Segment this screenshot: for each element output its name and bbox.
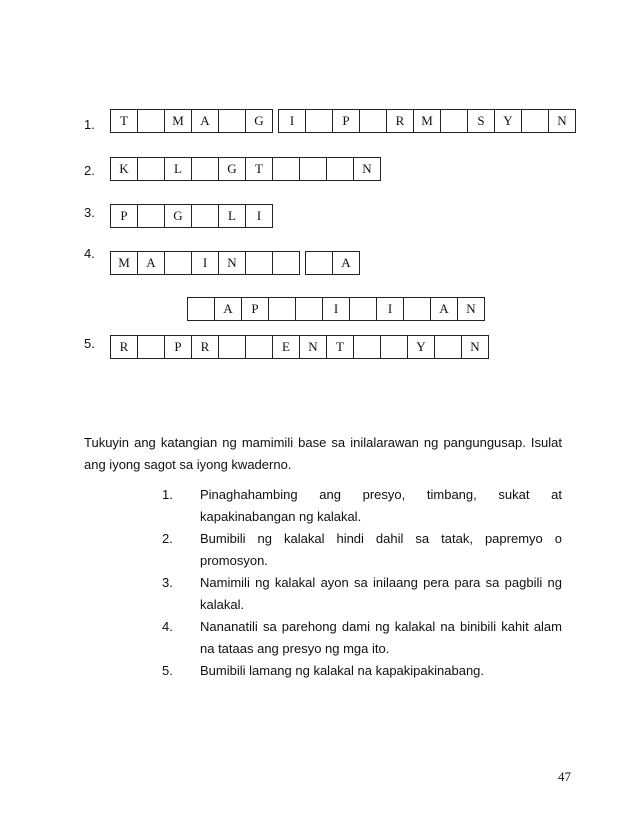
letter-cell: I [191,251,219,275]
letter-cell [440,109,468,133]
row-number-1: 1. [84,117,95,132]
letter-cell [403,297,431,321]
question-text: Bumibili ng kalakal hindi dahil sa tatak, papremyo o promosyon. [200,531,562,568]
letter-cell: R [110,335,138,359]
question-text: Namimili ng kalakal ayon sa inilaang pera para sa pagbili ng kalakal. [200,575,562,612]
letter-grid-5a [187,297,484,321]
letter-cell: N [299,335,327,359]
question-list [162,484,562,682]
question-text: Bumibili lamang ng kalakal na kapakipakinabang. [200,663,485,678]
question-number: 4. [162,619,173,634]
letter-cell: N [353,157,381,181]
letter-cell [359,109,387,133]
row-number-4: 4. [84,246,95,261]
letter-cell [245,251,273,275]
question-item [162,528,562,572]
question-item [162,660,562,682]
letter-cell [164,251,192,275]
question-text: Pinaghahambing ang presyo, timbang, sukat at kapakinabangan ng kalakal. [200,487,562,524]
question-text: Nananatili sa parehong dami ng kalakal na binibili kahit alam na tataas ang presyo ng mga ito. [200,619,562,656]
letter-cell: Y [407,335,435,359]
letter-cell: P [164,335,192,359]
letter-cell: Y [494,109,522,133]
letter-cell [187,297,215,321]
letter-cell: M [413,109,441,133]
letter-cell: N [457,297,485,321]
question-item [162,616,562,660]
letter-cell: L [218,204,246,228]
letter-cell: P [332,109,360,133]
letter-grid-4 [110,251,359,275]
letter-cell: T [245,157,273,181]
letter-cell [380,335,408,359]
letter-cell [137,335,165,359]
letter-grid-3 [110,204,272,228]
letter-cell: T [110,109,138,133]
letter-cell: M [110,251,138,275]
letter-cell: K [110,157,138,181]
letter-cell: N [461,335,489,359]
letter-cell: R [386,109,414,133]
letter-cell: N [548,109,576,133]
letter-cell [305,109,333,133]
letter-cell: A [137,251,165,275]
letter-cell: G [218,157,246,181]
letter-cell [245,335,273,359]
letter-cell [299,157,327,181]
letter-cell [353,335,381,359]
letter-cell: G [245,109,273,133]
letter-cell: A [430,297,458,321]
question-item [162,572,562,616]
letter-cell: I [245,204,273,228]
letter-cell: A [214,297,242,321]
letter-cell [305,251,333,275]
row-number-2: 2. [84,163,95,178]
letter-cell [326,157,354,181]
letter-cell: P [241,297,269,321]
letter-grid-2 [110,157,380,181]
letter-cell: A [191,109,219,133]
letter-cell [272,251,300,275]
letter-cell [137,204,165,228]
question-item [162,484,562,528]
letter-cell: P [110,204,138,228]
row-number-3: 3. [84,205,95,220]
letter-cell [434,335,462,359]
letter-grid-5b [110,335,488,359]
letter-cell: R [191,335,219,359]
letter-cell [137,109,165,133]
letter-cell: N [218,251,246,275]
letter-grid-1 [110,109,575,133]
letter-cell [218,109,246,133]
letter-cell [272,157,300,181]
row-number-5: 5. [84,336,95,351]
instructions-text: Tukuyin ang katangian ng mamimili base sa inilalarawan ng pangungusap. Isulat ang iyong sagot sa iyong kwaderno. [84,435,562,472]
letter-cell: G [164,204,192,228]
letter-cell: I [376,297,404,321]
letter-cell: A [332,251,360,275]
letter-cell: L [164,157,192,181]
letter-cell [137,157,165,181]
question-number: 5. [162,663,173,678]
letter-cell: I [322,297,350,321]
question-number: 3. [162,575,173,590]
letter-cell: T [326,335,354,359]
question-number: 2. [162,531,173,546]
letter-cell [191,157,219,181]
letter-cell: M [164,109,192,133]
question-number: 1. [162,487,173,502]
letter-cell [295,297,323,321]
letter-cell [218,335,246,359]
letter-cell: S [467,109,495,133]
letter-cell [521,109,549,133]
letter-cell: E [272,335,300,359]
letter-cell [191,204,219,228]
letter-cell [349,297,377,321]
page-number: 47 [558,769,571,784]
letter-cell [268,297,296,321]
letter-cell: I [278,109,306,133]
